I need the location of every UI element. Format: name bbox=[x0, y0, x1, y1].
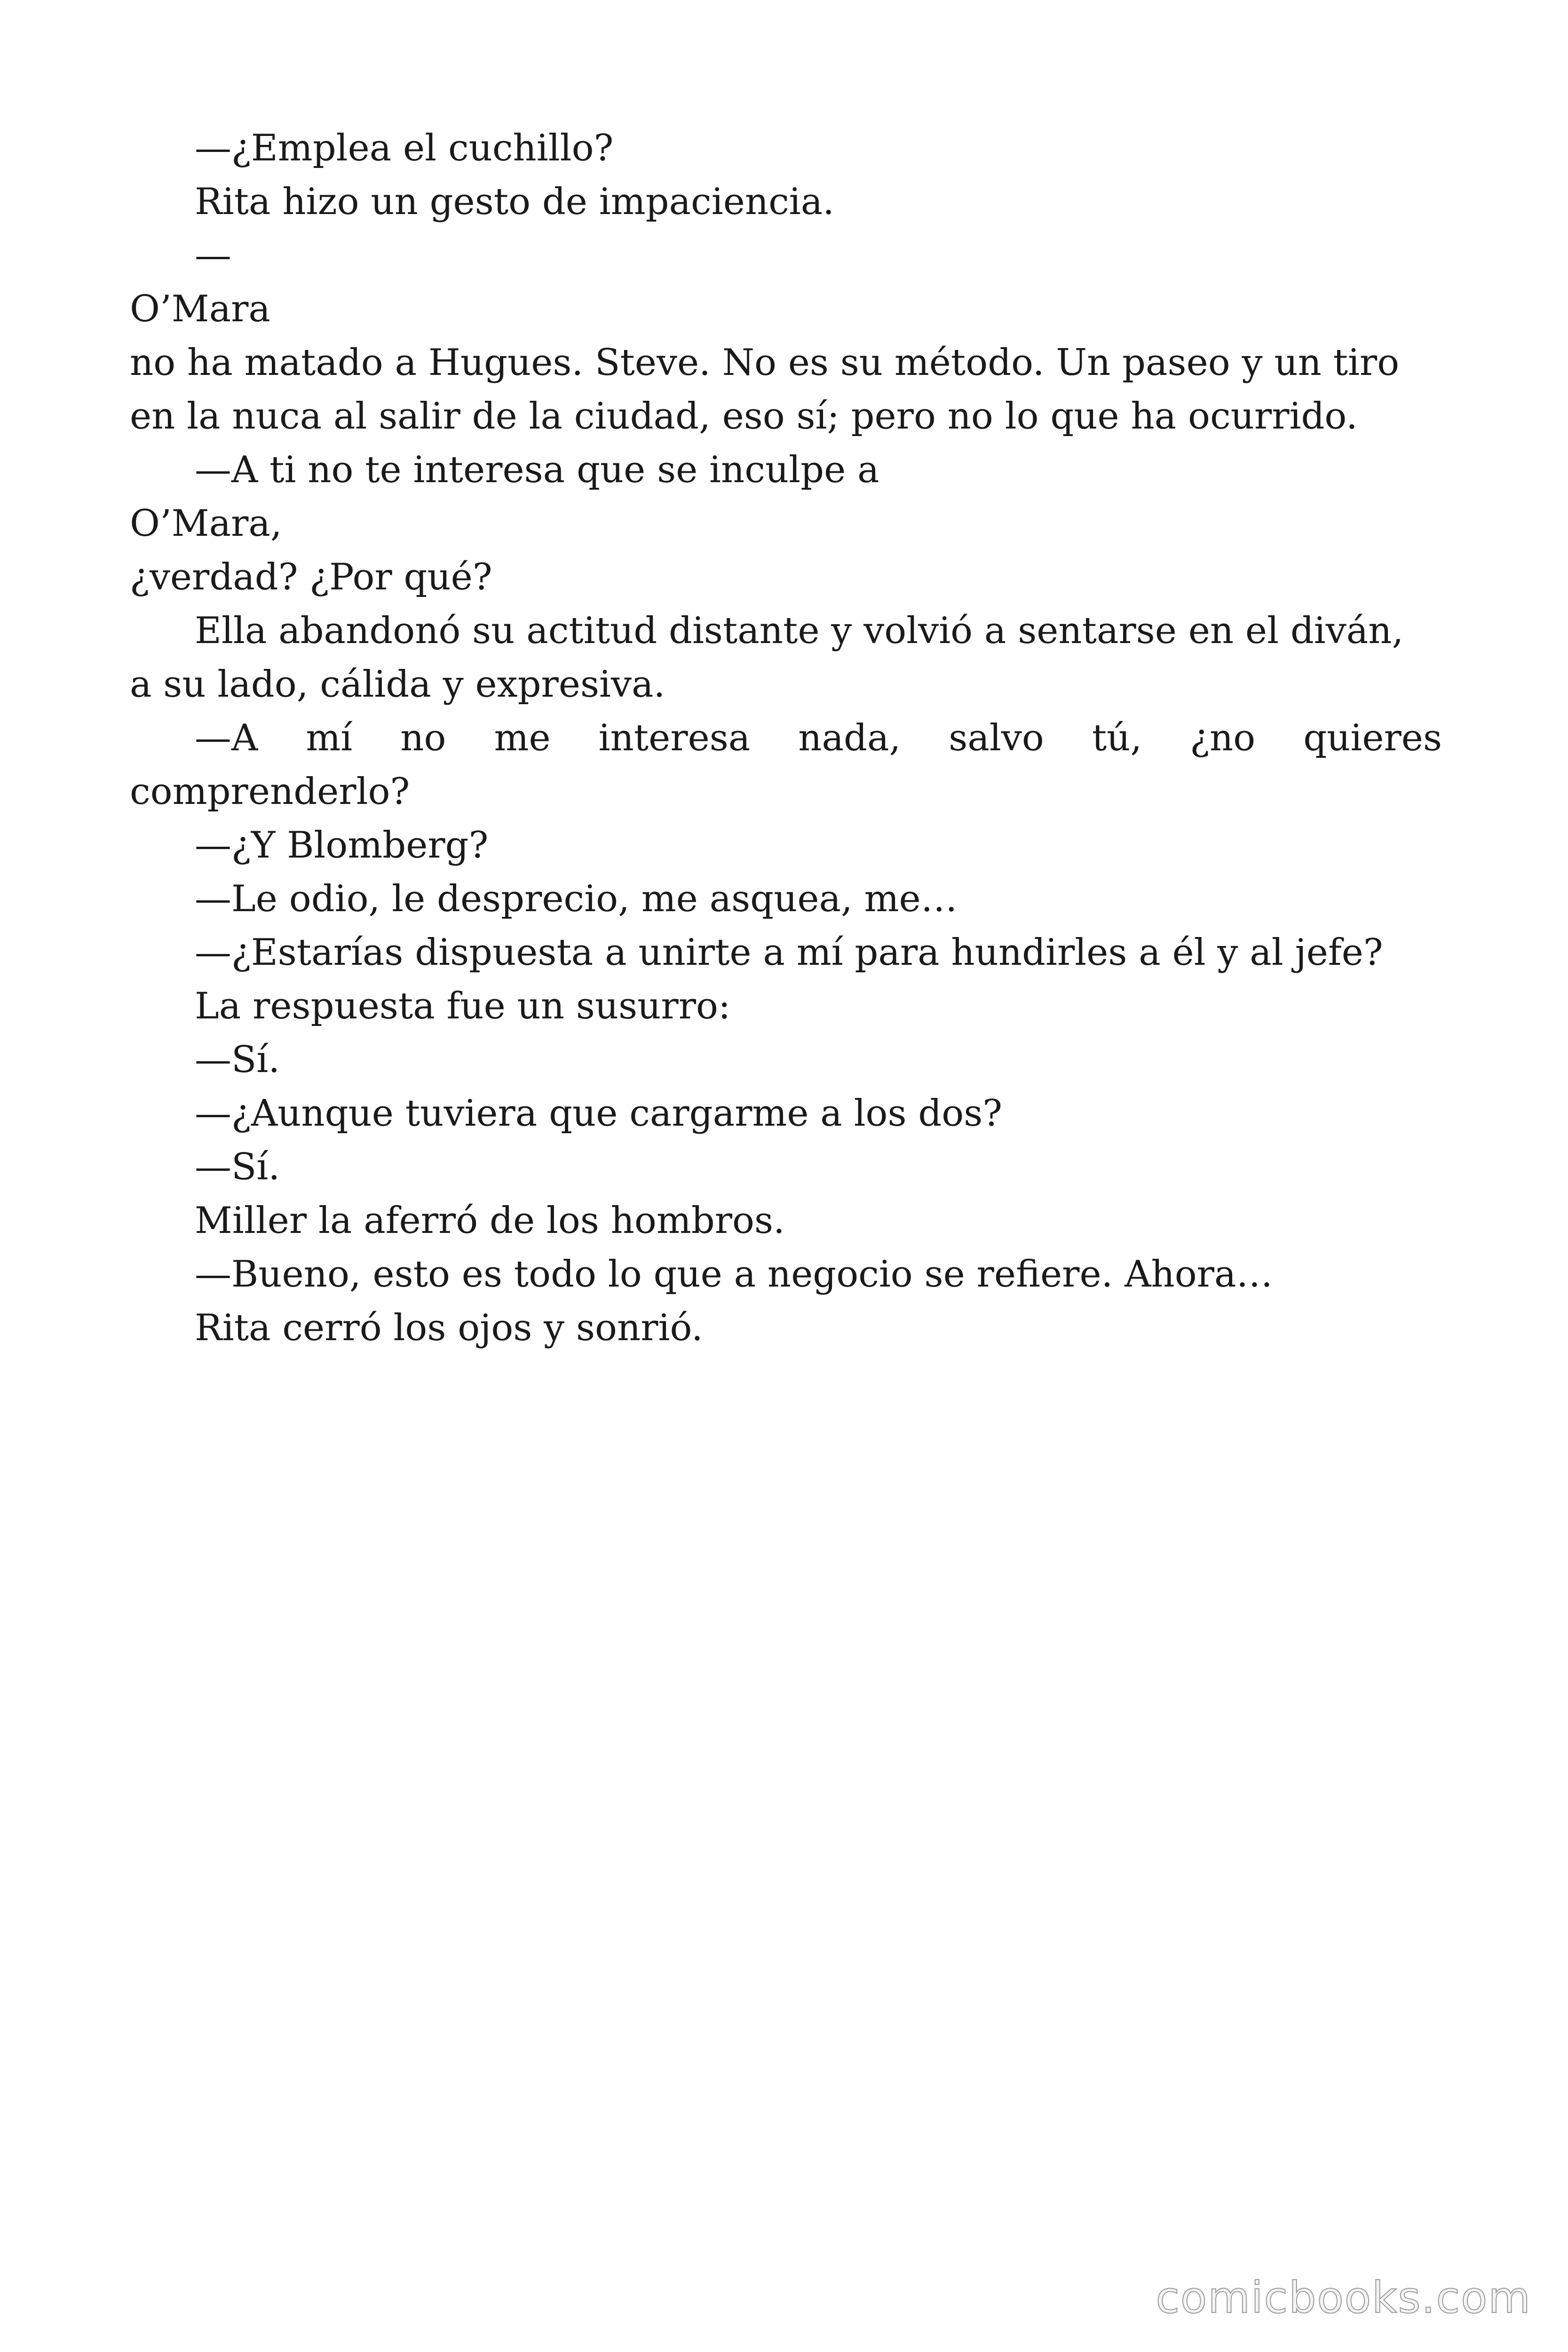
text-line-22: —Bueno, esto es todo lo que a negocio se refiere. Ahora… bbox=[195, 1253, 1273, 1295]
watermark: comicbooks.com bbox=[1156, 2273, 1531, 2323]
text-line-13: comprenderlo? bbox=[130, 771, 410, 813]
text-line-1: —¿Emplea el cuchillo? bbox=[195, 127, 614, 169]
text-line-2: Rita hizo un gesto de impaciencia. bbox=[195, 181, 835, 223]
text-line-16: —¿Estarías dispuesta a unirte a mí para hundirles a él y al jefe? bbox=[195, 931, 1383, 974]
text-line-15: —Le odio, le desprecio, me asquea, me… bbox=[195, 878, 958, 920]
text-line-3: — bbox=[195, 234, 231, 277]
text-line-9: ¿verdad? ¿Por qué? bbox=[130, 556, 492, 598]
text-line-5: no ha matado a Hugues. Steve. No es su método. Un paseo y un tiro bbox=[130, 342, 1400, 384]
text-line-8: O’Mara, bbox=[130, 502, 282, 545]
text-line-17: La respuesta fue un susurro: bbox=[195, 985, 731, 1027]
text-line-20: —Sí. bbox=[195, 1146, 280, 1188]
text-line-11: a su lado, cálida y expresiva. bbox=[130, 663, 665, 706]
body-text bbox=[130, 121, 1442, 1355]
text-line-12: —A mí no me interesa nada, salvo tú, ¿no quieres bbox=[195, 717, 1442, 759]
text-line-7: —A ti no te interesa que se inculpe a bbox=[195, 449, 879, 491]
text-line-18: —Sí. bbox=[195, 1039, 280, 1081]
text-line-10: Ella abandonó su actitud distante y volvió a sentarse en el diván, bbox=[195, 610, 1404, 652]
text-line-19: —¿Aunque tuviera que cargarme a los dos? bbox=[195, 1092, 1003, 1135]
text-line-6: en la nuca al salir de la ciudad, eso sí; pero no lo que ha ocurrido. bbox=[130, 395, 1358, 437]
text-line-4: O’Mara bbox=[130, 288, 270, 330]
text-line-21: Miller la aferró de los hombros. bbox=[195, 1200, 785, 1242]
text-line-23: Rita cerró los ojos y sonrió. bbox=[195, 1307, 703, 1349]
text-line-14: —¿Y Blomberg? bbox=[195, 824, 489, 866]
